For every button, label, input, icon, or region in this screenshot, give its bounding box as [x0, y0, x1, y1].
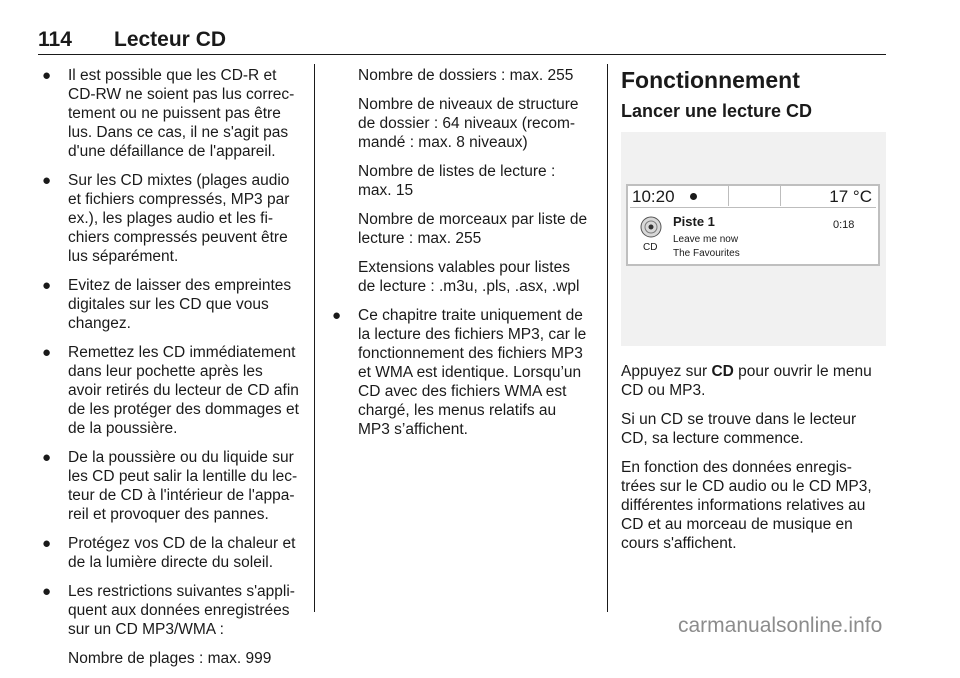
bullet-icon: ●	[42, 67, 52, 84]
page-header-title: Lecteur CD	[114, 28, 227, 51]
bullet-item	[38, 448, 300, 524]
bullet-text: Evitez de laisser des empreintes digitales sur les CD que vous changez.	[68, 277, 292, 332]
cd-display-figure	[621, 132, 886, 346]
song-title: Leave me now	[673, 234, 739, 245]
bullet-item	[38, 66, 300, 161]
status-dot-icon	[690, 193, 697, 200]
column-divider-2	[607, 64, 608, 612]
bullet-icon: ●	[42, 172, 52, 189]
header-rule	[38, 54, 886, 55]
artist-name: The Favourites	[673, 248, 740, 259]
bullet-text: De la poussière ou du liquide sur les CD peut salir la lentille du lec- teur de CD à l'intérieur de l'appa- reil et provoquer des pannes.	[68, 449, 298, 523]
column-2	[328, 66, 592, 449]
source-label: CD	[643, 242, 658, 253]
display-divider	[630, 207, 876, 208]
page-header	[38, 28, 886, 54]
bullet-icon: ●	[42, 535, 52, 552]
bullet-text: Il est possible que les CD-R et CD-RW ne soient pas lus correc- tement ou ne puissent pas être lus. Dans ce cas, il ne s'agit pas d'une défaillance de l'appareil.	[68, 67, 295, 160]
cd-disc-icon	[640, 216, 662, 238]
bullet-text: Les restrictions suivantes s'appli- quent aux données enregistrées sur un CD MP3/WMA :	[68, 583, 295, 638]
radio-display	[626, 184, 880, 266]
column-3	[621, 66, 886, 563]
page-number: 114	[38, 28, 72, 51]
bullet-icon: ●	[42, 344, 52, 361]
bullet-item	[38, 343, 300, 438]
bullet-text: Ce chapitre traite uniquement de la lecture des fichiers MP3, car le fonctionnement des fichiers MP3 et WMA est identique. Lorsqu’un CD avec des fichiers WMA est chargé, les menus relatifs au MP3 s’affichent.	[358, 307, 587, 438]
display-separator	[780, 186, 781, 206]
bullet-icon: ●	[42, 449, 52, 466]
bullet-item	[328, 306, 592, 439]
bullet-icon: ●	[332, 307, 342, 324]
display-separator	[728, 186, 729, 206]
bullet-icon: ●	[42, 583, 52, 600]
column-divider-1	[314, 64, 315, 612]
instruction-paragraph: Appuyez sur CD pour ouvrir le menu CD ou MP3.	[621, 363, 872, 399]
track-title: Piste 1	[673, 214, 715, 229]
subsection-title: Lancer une lecture CD	[621, 101, 813, 121]
bullet-item	[38, 276, 300, 333]
sub-paragraph: Nombre de plages : max. 999	[68, 650, 272, 667]
body-paragraph: Si un CD se trouve dans le lecteur CD, sa lecture commence.	[621, 411, 857, 447]
restriction-paragraph: Nombre de morceaux par liste de lecture : max. 255	[358, 211, 588, 247]
restriction-paragraph: Extensions valables pour listes de lecture : .m3u, .pls, .asx, .wpl	[358, 259, 580, 295]
column-1	[38, 66, 300, 678]
bullet-icon: ●	[42, 277, 52, 294]
bullet-text: Remettez les CD immédiatement dans leur pochette après les avoir retirés du lecteur de CD afin de les protéger des dommages et de la poussière.	[68, 344, 299, 437]
restriction-paragraph: Nombre de niveaux de structure de dossier : 64 niveaux (recom- mandé : max. 8 niveaux)	[358, 96, 579, 151]
restriction-paragraph: Nombre de listes de lecture : max. 15	[358, 163, 556, 199]
restriction-paragraph: Nombre de dossiers : max. 255	[358, 67, 574, 84]
bullet-item	[38, 582, 300, 639]
bullet-item	[38, 534, 300, 572]
body-paragraph: En fonction des données enregis- trées sur le CD audio ou le CD MP3, différentes informations relatives au CD et au morceau de musique en cours s'affichent.	[621, 459, 872, 552]
bullet-text: Sur les CD mixtes (plages audio et fichiers compressés, MP3 par ex.), les plages audio et les fi- chiers compressés peuvent être lus séparément.	[68, 172, 290, 265]
cd-button-reference: CD	[711, 363, 734, 380]
watermark: carmanualsonline.info	[678, 614, 883, 637]
bullet-text: Protégez vos CD de la chaleur et de la lumière directe du soleil.	[68, 535, 296, 571]
section-title: Fonctionnement	[621, 67, 800, 93]
outside-temperature: 17 °C	[829, 187, 872, 206]
elapsed-time: 0:18	[833, 219, 855, 231]
bullet-item	[38, 171, 300, 266]
clock-time: 10:20	[632, 187, 675, 206]
